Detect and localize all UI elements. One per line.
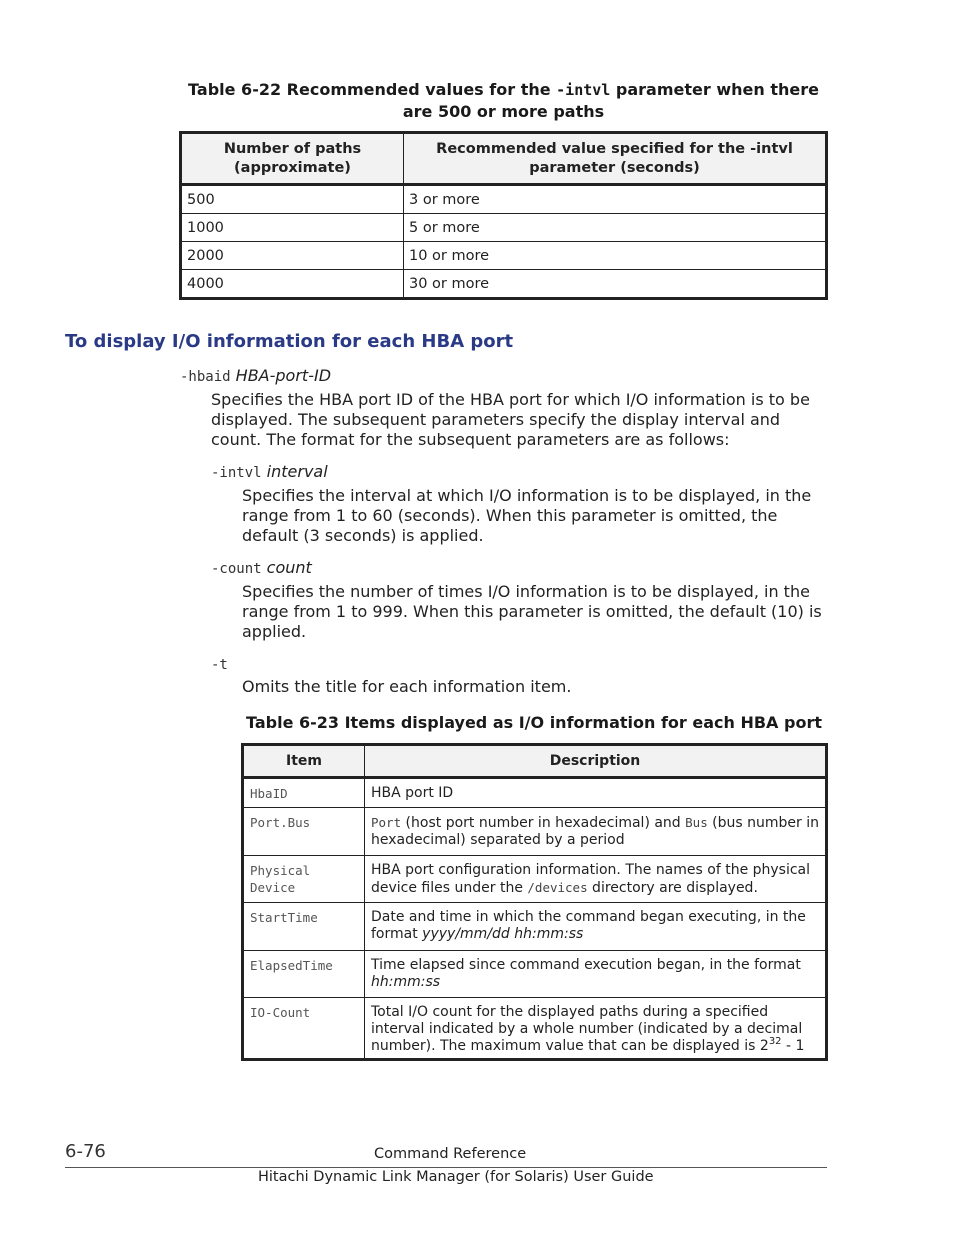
description-cell: Date and time in which the command began executing, in the format yyyy/mm/dd hh:mm:ss: [365, 903, 827, 951]
t-flag: -t: [211, 657, 228, 673]
description-cell: Port (host port number in hexadecimal) and Bus (bus number in hexadecimal) separated by a period: [365, 808, 827, 856]
hba-io-items-table: [241, 743, 828, 1061]
intvl-flag: -intvl: [211, 465, 262, 481]
hbaid-parameter: [180, 366, 331, 387]
count-description: Specifies the number of times I/O information is to be displayed, in the range from 1 to 999. When this parameter is omitted, the default (10) is applied.: [242, 582, 822, 641]
paths-cell: 4000: [181, 270, 404, 299]
value-cell: 10 or more: [404, 242, 827, 270]
table-row: [181, 242, 827, 270]
recommended-intvl-table: [179, 131, 828, 300]
value-cell: 5 or more: [404, 214, 827, 242]
table-6-23-caption: Table 6-23 Items displayed as I/O information for each HBA port: [245, 713, 822, 732]
count-argument: count: [266, 558, 312, 577]
t-parameter: [211, 654, 228, 675]
description-cell: HBA port ID: [365, 778, 827, 808]
description-cell: HBA port configuration information. The names of the physical device files under the /devices directory are displayed.: [365, 856, 827, 903]
hbaid-flag: -hbaid: [180, 369, 231, 385]
section-heading: To display I/O information for each HBA port: [65, 331, 514, 352]
count-flag: -count: [211, 561, 262, 577]
item-cell: ElapsedTime: [243, 951, 365, 998]
intvl-parameter: [211, 462, 328, 483]
column-header-paths: Number of paths (approximate): [181, 133, 404, 185]
table-6-22-caption: Table 6-22 Recommended values for the -intvl parameter when there are 500 or more paths: [188, 80, 819, 121]
count-parameter: [211, 558, 312, 579]
table-row: [243, 856, 827, 903]
table-row: [181, 185, 827, 214]
value-cell: 3 or more: [404, 185, 827, 214]
paths-cell: 500: [181, 185, 404, 214]
value-cell: 30 or more: [404, 270, 827, 299]
table-row: [243, 808, 827, 856]
item-cell: Port.Bus: [243, 808, 365, 856]
page-number: 6-76: [65, 1141, 106, 1162]
t-description: Omits the title for each information item.: [242, 677, 572, 696]
table-row: [243, 951, 827, 998]
column-header-item: Item: [243, 745, 365, 778]
hbaid-description: Specifies the HBA port ID of the HBA port for which I/O information is to be displayed. The subsequent parameters specify the display interval and count. The format for the subsequent parameters are as follows:: [211, 390, 810, 449]
item-cell: IO-Count: [243, 998, 365, 1060]
intvl-argument: interval: [266, 462, 328, 481]
table-row: [243, 998, 827, 1060]
table-row: [181, 214, 827, 242]
item-cell: Physical Device: [243, 856, 365, 903]
hbaid-argument: HBA-port-ID: [235, 366, 332, 385]
footer-divider: [65, 1167, 827, 1168]
description-cell: Time elapsed since command execution began, in the format hh:mm:ss: [365, 951, 827, 998]
book-title: Hitachi Dynamic Link Manager (for Solaris) User Guide: [258, 1169, 654, 1185]
paths-cell: 2000: [181, 242, 404, 270]
paths-cell: 1000: [181, 214, 404, 242]
table-row: [243, 778, 827, 808]
column-header-description: Description: [365, 745, 827, 778]
description-cell: Total I/O count for the displayed paths during a specified interval indicated by a whole number (indicated by a decimal number). The maximum value that can be displayed is $2^{32} - 1$: [365, 998, 827, 1060]
table-row: [243, 903, 827, 951]
intvl-description: Specifies the interval at which I/O information is to be displayed, in the range from 1 to 60 (seconds). When this parameter is omitted, the default (3 seconds) is applied.: [242, 486, 812, 545]
column-header-recommended-value: Recommended value specified for the -intvl parameter (seconds): [404, 133, 827, 185]
item-cell: HbaID: [243, 778, 365, 808]
table-row: [181, 270, 827, 299]
item-cell: StartTime: [243, 903, 365, 951]
chapter-title: Command Reference: [374, 1146, 527, 1162]
